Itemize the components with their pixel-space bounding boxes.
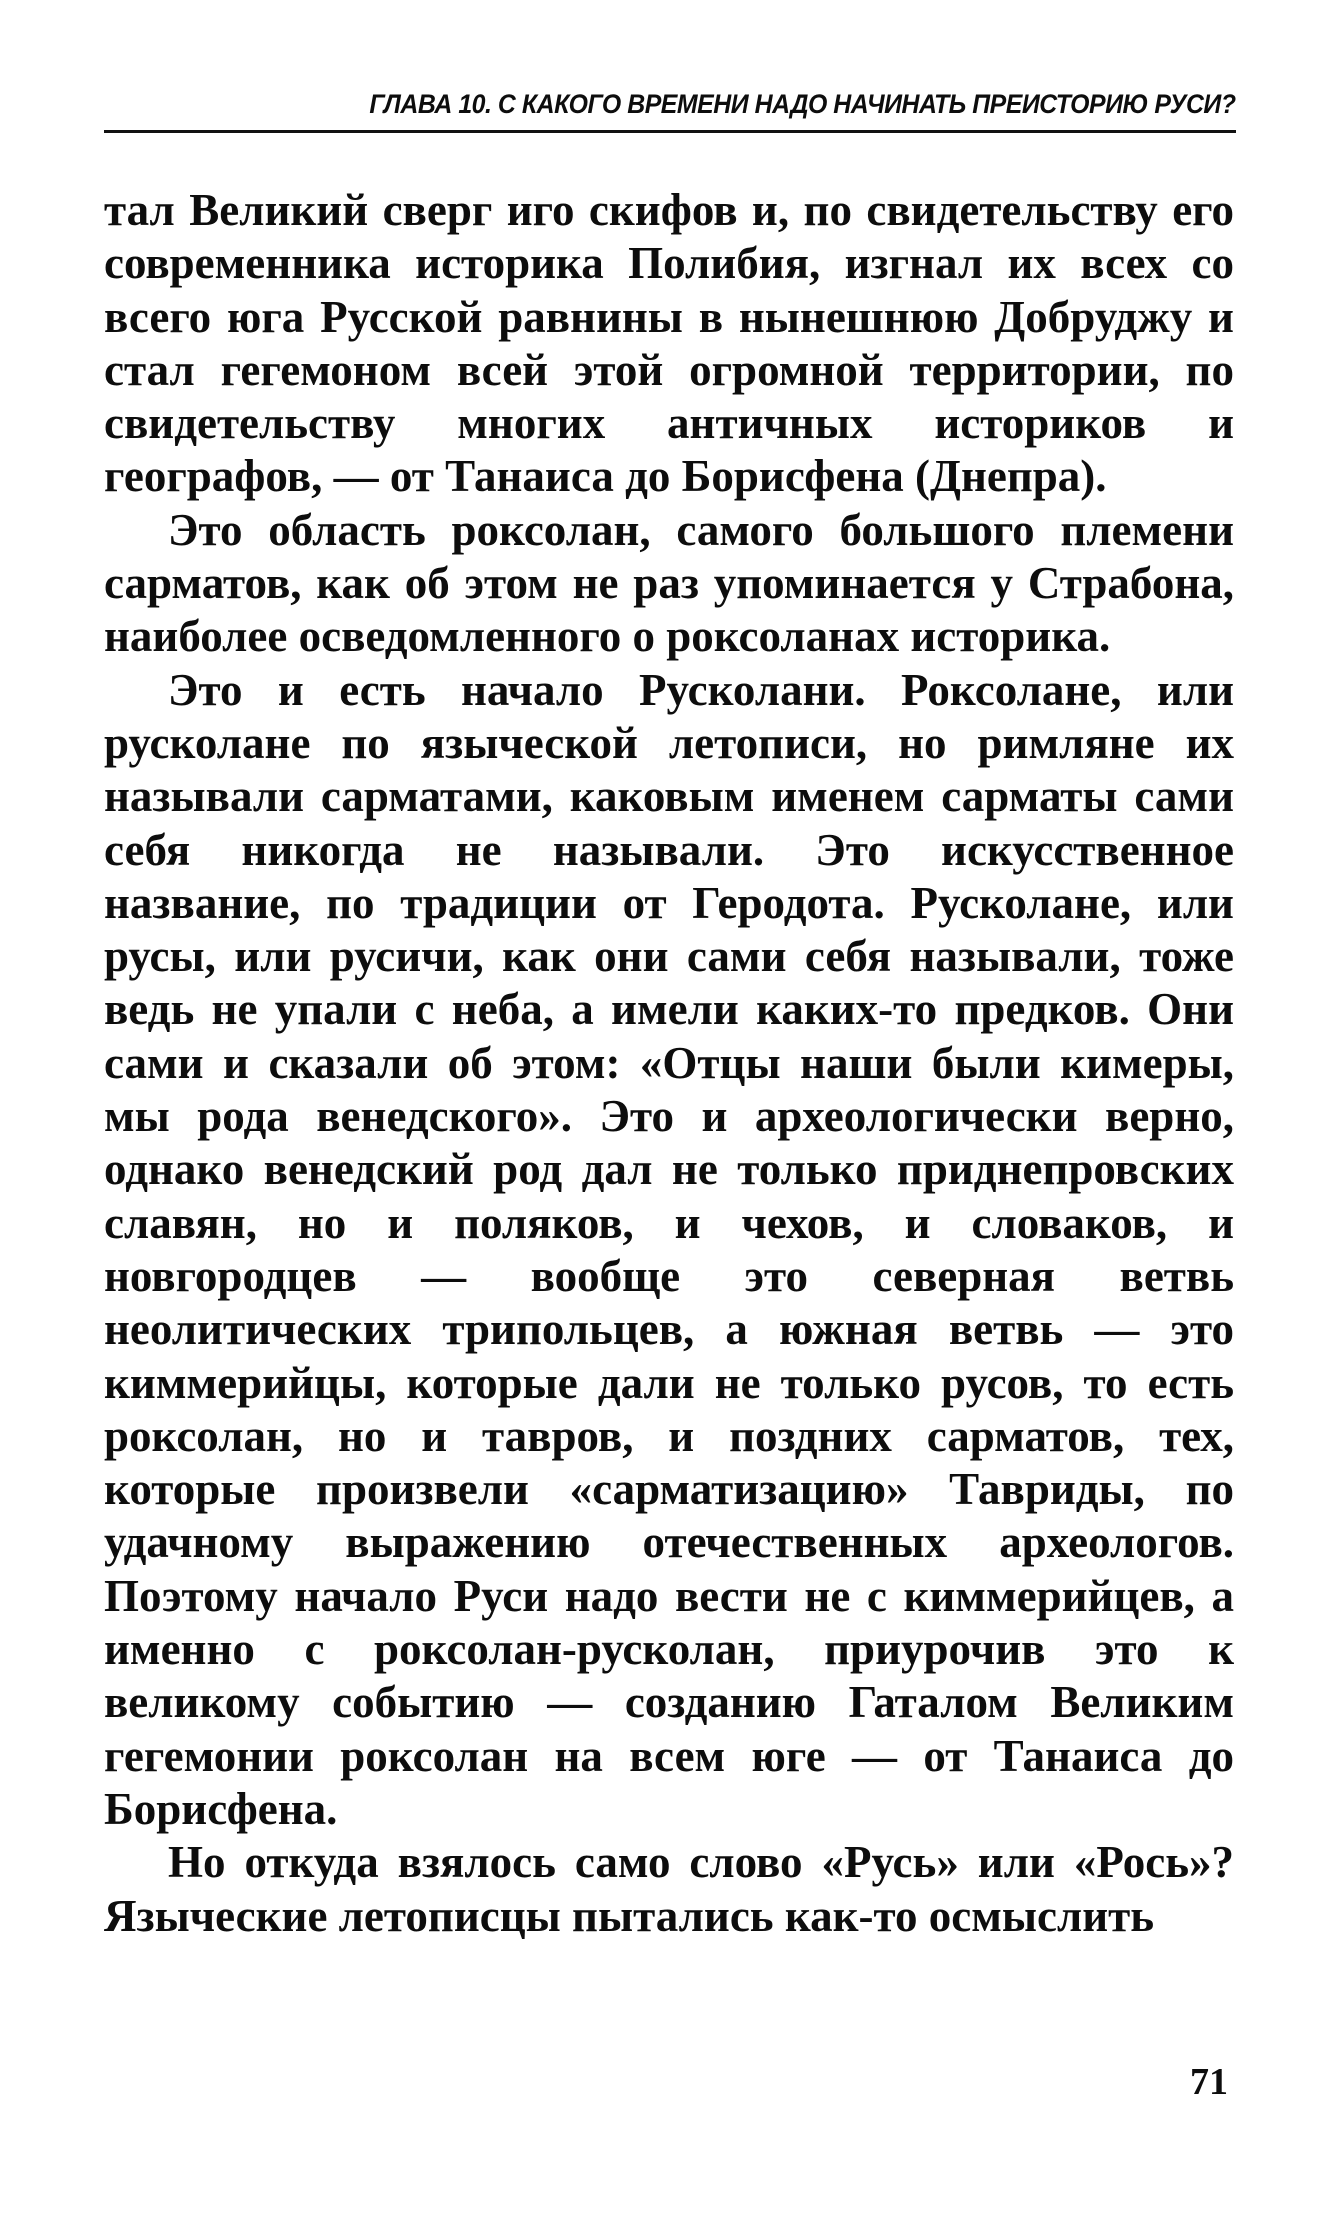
running-header: [104, 86, 1236, 133]
paragraph-1: тал Великий сверг иго скифов и, по свидетельству его современника историка Полибия, изгнал их всех со всего юга Русской равнины в нынешнюю Добруджу и стал гегемоном всей этой огромной территории, по свидетельству многих античных историков и географов, — от Танаиса до Борисфена (Днепра).: [104, 185, 1234, 502]
page-number: 71: [1190, 2061, 1228, 2103]
chapter-title: ГЛАВА 10. С КАКОГО ВРЕМЕНИ НАДО НАЧИНАТЬ ПРЕИСТОРИЮ РУСИ?: [369, 89, 1236, 119]
paragraph-4: Но откуда взялось само слово «Русь» или «Рось»? Языческие летописцы пытались как-то осмыслить: [104, 1837, 1234, 1941]
body-text: [104, 184, 1234, 1943]
paragraph-2: Это область роксолан, самого большого племени сарматов, как об этом не раз упоминается у Страбона, наиболее осведомленного о роксоланах историка.: [104, 504, 1234, 662]
paragraph-3: Это и есть начало Русколани. Роксолане, или русколане по языческой летописи, но римляне их называли сарматами, каковым именем сарматы сами себя никогда не называли. Это искусственное название, по традиции от Геродота. Русколане, или русы, или русичи, как они сами себя называли, тоже ведь не упали с неба, а имели каких-то предков. Они сами и сказали об этом: «Отцы наши были кимеры, мы рода венедского». Это и археологически верно, однако венедский род дал не только приднепровских славян, но и поляков, и чехов, и словаков, и новгородцев — вообще это северная ветвь неолитических трипольцев, а южная ветвь — это киммерийцы, которые дали не только русов, то есть роксолан, но и тавров, и поздних сарматов, тех, которые произвели «сарматизацию» Тавриды, по удачному выражению отечественных археологов. Поэтому начало Руси надо вести не с киммерийцев, а именно с роксолан-русколан, приурочив это к великому событию — созданию Гаталом Великим гегемонии роксолан на всем юге — от Танаиса до Борисфена.: [104, 664, 1234, 1834]
